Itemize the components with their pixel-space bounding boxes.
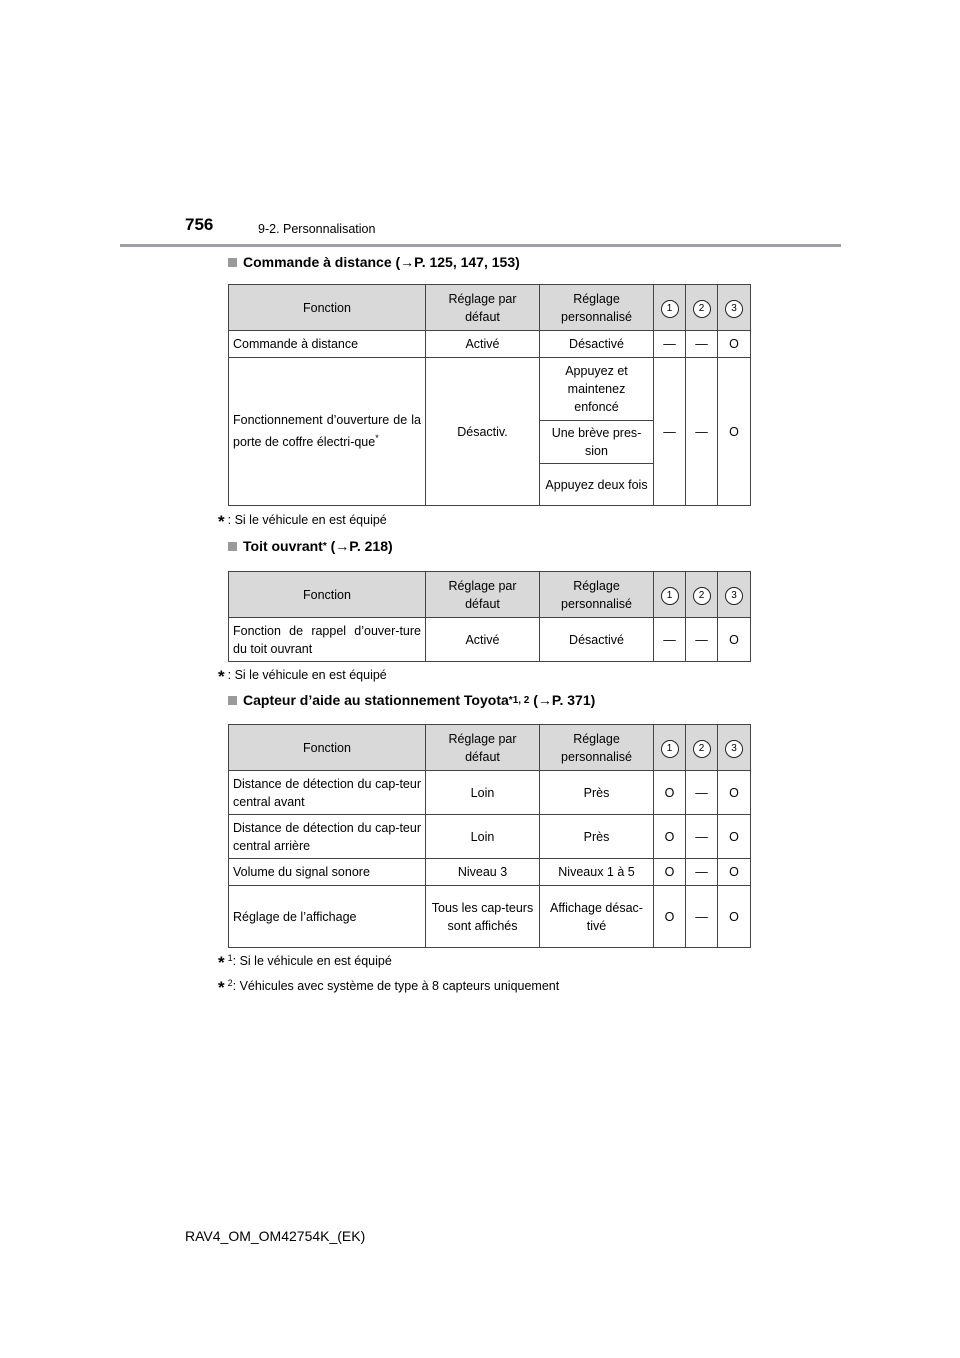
col-custom: Réglage personnalisé bbox=[540, 572, 654, 618]
circled-number-1: 1 bbox=[661, 300, 679, 318]
section-title: 9-2. Personnalisation bbox=[258, 222, 376, 236]
col-2 bbox=[686, 725, 718, 771]
col-2 bbox=[686, 572, 718, 618]
circled-number-2: 2 bbox=[693, 587, 711, 605]
col-default: Réglage par défaut bbox=[426, 725, 540, 771]
col-fonction: Fonction bbox=[229, 725, 426, 771]
square-bullet-icon bbox=[228, 258, 237, 267]
heading-remote-control: Commande à distance ( →P. 125, 147, 153) bbox=[228, 254, 520, 270]
square-bullet-icon bbox=[228, 696, 237, 705]
heading-parking-sensor: Capteur d’aide au stationnement Toyota *1, 2 (→P. 371) bbox=[228, 692, 595, 708]
circled-number-3: 3 bbox=[725, 300, 743, 318]
header-rule bbox=[120, 244, 841, 247]
circled-number-3: 3 bbox=[725, 740, 743, 758]
circled-number-2: 2 bbox=[693, 740, 711, 758]
footnote: * $^2$: Véhicules avec système de type à 8 capteurs uniquement bbox=[218, 978, 560, 997]
col-2 bbox=[686, 285, 718, 331]
col-default: Réglage par défaut bbox=[426, 285, 540, 331]
col-custom: Réglage personnalisé bbox=[540, 285, 654, 331]
table-row: Fonctionnement d’ouverture de la porte de coffre électri-que* Désactiv. Appuyez et maintenez enfoncé — — O bbox=[229, 358, 751, 421]
page-number: 756 bbox=[185, 215, 214, 234]
table-row: Réglage de l’affichage Tous les cap-teurs sont affichés Affichage désac-tivé O — O bbox=[229, 886, 751, 948]
footnote: * $^1$: Si le véhicule en est équipé bbox=[218, 953, 392, 972]
table-parking-sensor bbox=[228, 724, 751, 948]
circled-number-1: 1 bbox=[661, 740, 679, 758]
heading-sunroof: Toit ouvrant * (→P. 218) bbox=[228, 538, 393, 554]
col-3 bbox=[718, 572, 751, 618]
table-remote-control bbox=[228, 284, 751, 506]
col-1 bbox=[654, 725, 686, 771]
col-default: Réglage par défaut bbox=[426, 572, 540, 618]
col-custom: Réglage personnalisé bbox=[540, 725, 654, 771]
table-row: Distance de détection du cap-teur central arrière Loin Près O — O bbox=[229, 815, 751, 859]
circled-number-1: 1 bbox=[661, 587, 679, 605]
footnote: * : Si le véhicule en est équipé bbox=[218, 512, 387, 531]
table-row: Une brève pres-sion bbox=[229, 421, 751, 464]
square-bullet-icon bbox=[228, 542, 237, 551]
col-fonction: Fonction bbox=[229, 572, 426, 618]
table-sunroof bbox=[228, 571, 751, 662]
col-3 bbox=[718, 285, 751, 331]
circled-number-2: 2 bbox=[693, 300, 711, 318]
table-row: Volume du signal sonore Niveau 3 Niveaux 1 à 5 O — O bbox=[229, 859, 751, 886]
footnote-star: * bbox=[375, 433, 379, 444]
circled-number-3: 3 bbox=[725, 587, 743, 605]
footnote: * : Si le véhicule en est équipé bbox=[218, 667, 387, 686]
table-row: Appuyez deux fois bbox=[229, 464, 751, 506]
document-code: RAV4_OM_OM42754K_(EK) bbox=[185, 1228, 366, 1244]
table-header-row bbox=[229, 572, 751, 618]
table-header-row bbox=[229, 285, 751, 331]
table-row: Commande à distance Activé Désactivé — — O bbox=[229, 331, 751, 358]
col-3 bbox=[718, 725, 751, 771]
col-1 bbox=[654, 285, 686, 331]
col-fonction: Fonction bbox=[229, 285, 426, 331]
col-1 bbox=[654, 572, 686, 618]
table-row: Distance de détection du cap-teur central avant Loin Près O — O bbox=[229, 771, 751, 815]
table-row: Fonction de rappel d’ouver-ture du toit ouvrant Activé Désactivé — — O bbox=[229, 618, 751, 662]
table-header-row bbox=[229, 725, 751, 771]
